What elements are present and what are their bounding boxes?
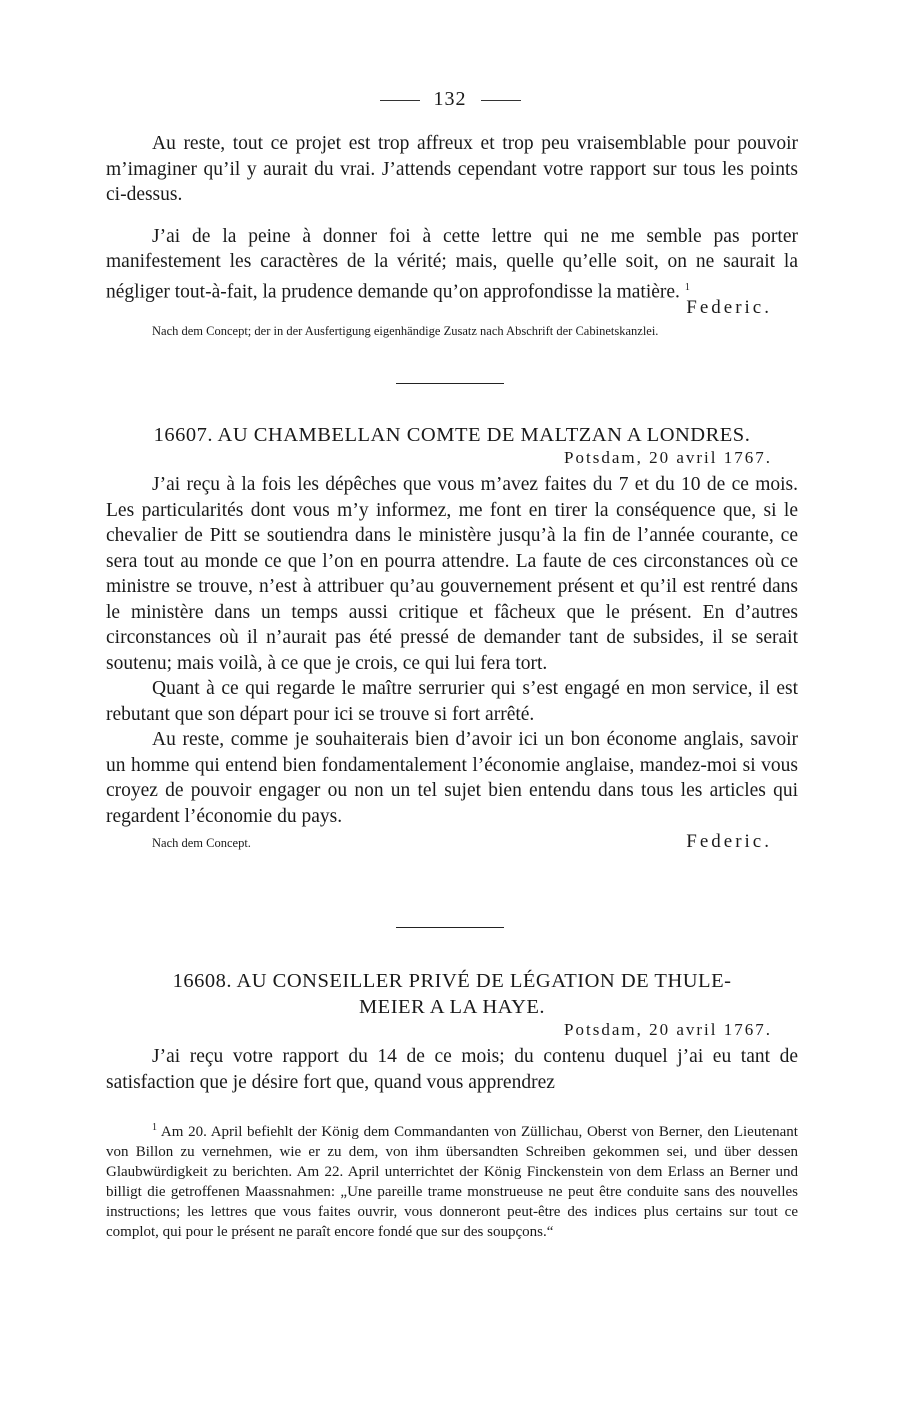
footnote-mark: 1 bbox=[152, 1122, 157, 1133]
section-rule bbox=[396, 383, 504, 384]
page-number: 132 bbox=[433, 88, 467, 110]
footnote bbox=[106, 1118, 798, 1242]
footnote-reference: 1 bbox=[684, 281, 690, 293]
paragraph: J’ai reçu à la fois les dépêches que vous m’avez faites du 7 et du 10 de ce mois. Les particularités dont vous m’y informez, me font en tirer la conséquence que, si le chevalier de Pitt se soutiendra dans le ministère jusqu’à la fin de l’année courante, ce sera tout au monde ce que l’on en pourra attendre. La faute de ces circonstances où ce ministre se trouve, n’est à attribuer qu’au gouvernement présent et qu’il est rentré dans le ministère dans un temps aussi critique et fâcheux que le présent. En d’autres circonstances où il n’aurait pas été pressé de demander tant de subsides, il se serait soutenu; mais voilà, à ce que je crois, ce qui lui fera tort. bbox=[106, 474, 798, 674]
letter-heading bbox=[106, 422, 798, 448]
letter-heading bbox=[106, 968, 798, 994]
paragraph-text: J’ai de la peine à donner foi à cette lettre qui ne me semble pas porter manifestement les caractères de la vérité; mais, quelle qu’elle soit, on ne saurait la négliger tout-à-fait, la prudence demande qu’on approfondisse la matière. bbox=[106, 225, 798, 302]
letter-number: 16608. bbox=[172, 970, 232, 992]
paragraph: J’ai reçu votre rapport du 14 de ce mois; du contenu duquel j’ai eu tant de satisfaction que je désire fort que, quand vous apprendrez bbox=[106, 1046, 798, 1093]
letter-title: AU CHAMBELLAN COMTE DE MALTZAN A LONDRES. bbox=[217, 424, 751, 446]
paragraph: Quant à ce qui regarde le maître serrurier qui s’est engagé en mon service, il est rebutant que son départ pour ici se trouve si fort arrêté. bbox=[106, 678, 798, 725]
paragraph-with-note bbox=[106, 224, 798, 305]
source-note: Nach dem Concept. bbox=[152, 836, 251, 850]
paragraph: Au reste, tout ce projet est trop affreux et trop peu vraisemblable pour pouvoir m’imaginer qu’il y aurait du vrai. J’attends cependant votre rapport sur tous les points ci-dessus. bbox=[106, 133, 798, 205]
page-header bbox=[0, 88, 900, 111]
header-dash-right bbox=[481, 100, 521, 101]
dateline: Potsdam, 20 avril 1767. bbox=[564, 448, 772, 467]
signature: Federic. bbox=[686, 831, 772, 852]
letter-title-line2: MEIER A LA HAYE. bbox=[358, 996, 546, 1018]
dateline: Potsdam, 20 avril 1767. bbox=[564, 1020, 772, 1039]
header-dash-left bbox=[380, 100, 420, 101]
source-note: Nach dem Concept; der in der Ausfertigung eigenhändige Zusatz nach Abschrift der Cabinetskanzlei. bbox=[152, 323, 659, 338]
closing-row bbox=[106, 831, 798, 853]
continuation-block bbox=[106, 131, 798, 339]
letter-16607 bbox=[106, 422, 798, 853]
signature: Federic. bbox=[686, 296, 772, 318]
section-rule bbox=[396, 927, 504, 928]
footnote-text: Am 20. April befiehlt der König dem Commandanten von Züllichau, Oberst von Berner, den Lieutenant von Billon zu vernehmen, wie er zu dem, von ihm übersandten Schreiben gekommen sei, und über dessen Glaubwürdigkeit zu berichten. Am 22. April unterrichtet der König Finckenstein von dem Erlass an Berner und billigt die getroffenen Maassnahmen: „Une pareille trame monstrueuse ne peut être conduite sans des nouvelles instructions; les lettres que vous faites ouvrir, vous donneront peut-être des indices plus certains sur tout ce complot, qui pour le présent ne paraît encore fondé que sur des soupçons.“ bbox=[106, 1124, 798, 1240]
letter-title-line1: AU CONSEILLER PRIVÉ DE LÉGATION DE THULE- bbox=[236, 970, 732, 992]
letter-16608 bbox=[106, 968, 798, 1095]
paragraph: Au reste, comme je souhaiterais bien d’avoir ici un bon économe anglais, savoir un homme qui entend bien fondamentalement l’économie anglaise, mandez-moi si vous croyez de pouvoir engager ou non un tel sujet bien entendu dans tous les articles qui regardent l’économie du pays. bbox=[106, 729, 798, 827]
letter-number: 16607. bbox=[153, 424, 214, 446]
footnote-block bbox=[106, 1118, 798, 1242]
